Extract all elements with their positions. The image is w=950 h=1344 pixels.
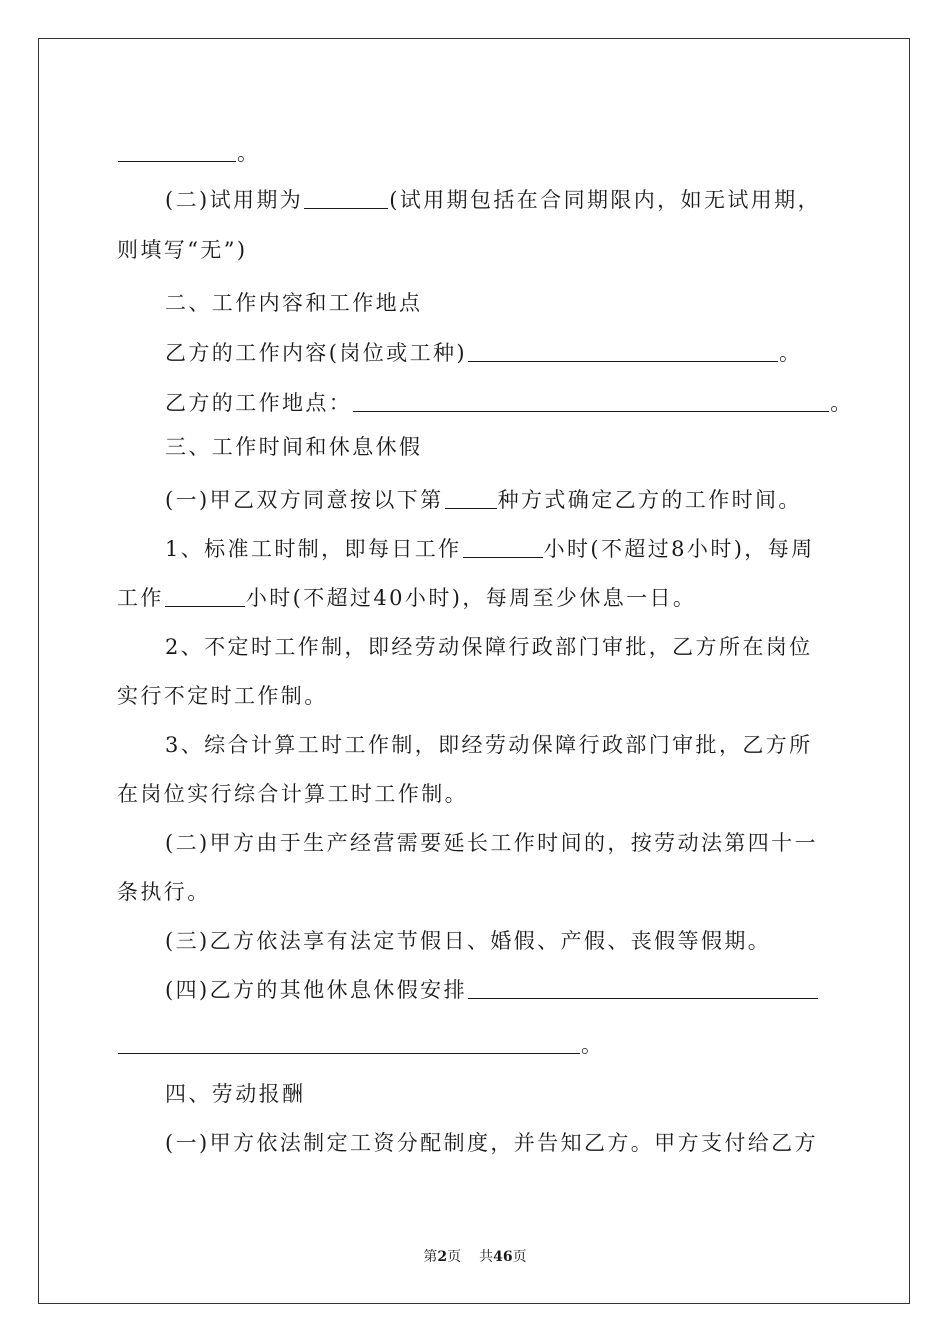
- paragraph-line: [165, 480, 802, 520]
- paragraph-line: [165, 627, 813, 667]
- page-number: 2: [437, 1249, 448, 1265]
- line-text: 条执行。: [117, 880, 211, 904]
- line-text: 三、工作时间和休息休假: [165, 435, 423, 459]
- line-text: 2、不定时工作制，即经劳动保障行政部门审批，乙方所在岗位: [165, 635, 813, 659]
- paragraph-line: [117, 133, 260, 173]
- section-heading: [165, 1074, 305, 1114]
- line-text: (试用期包括在合同期限内，如无试用期，: [389, 188, 821, 212]
- paragraph-line: [165, 180, 821, 220]
- line-text: 在岗位实行综合计算工时工作制。: [117, 782, 468, 806]
- fill-in-blank[interactable]: [304, 182, 388, 209]
- paragraph-line: [117, 578, 696, 618]
- line-text: 。: [830, 391, 854, 415]
- page-suffix: 页: [447, 1249, 462, 1265]
- line-text: 。: [581, 1033, 605, 1057]
- line-text: 3、综合计算工时工作制，即经劳动保障行政部门审批，乙方所: [165, 733, 813, 757]
- paragraph-line: [165, 333, 802, 373]
- section-heading: [165, 427, 422, 467]
- total-prefix: 共: [479, 1249, 494, 1265]
- line-text: 小时(不超过8小时)，每周: [543, 537, 815, 561]
- line-text: 小时(不超过40小时)，每周至少休息一日。: [245, 586, 697, 610]
- section-heading: [165, 283, 422, 323]
- line-text: 种方式确定乙方的工作时间。: [497, 488, 802, 512]
- paragraph-line: [165, 529, 815, 569]
- line-text: (三)乙方依法享有法定节假日、婚假、产假、丧假等假期。: [165, 929, 772, 953]
- paragraph-line: [165, 970, 819, 1010]
- line-text: 乙方的工作地点：: [165, 391, 353, 415]
- line-text: 。: [237, 141, 261, 165]
- page-footer: [0, 1246, 950, 1266]
- line-text: (二)试用期为: [165, 188, 304, 212]
- paragraph-line: [117, 676, 328, 716]
- line-text: 。: [779, 341, 803, 365]
- line-text: 工作: [117, 586, 164, 610]
- line-text: 乙方的工作内容(岗位或工种): [165, 341, 467, 365]
- fill-in-blank[interactable]: [118, 1027, 580, 1054]
- paragraph-line: [117, 872, 211, 912]
- paragraph-line: [117, 774, 468, 814]
- line-text: 实行不定时工作制。: [117, 684, 328, 708]
- total-pages: 46: [493, 1249, 513, 1265]
- fill-in-blank[interactable]: [468, 335, 778, 362]
- fill-in-blank[interactable]: [463, 531, 543, 558]
- total-suffix: 页: [512, 1249, 527, 1265]
- line-text: (四)乙方的其他休息休假安排: [165, 978, 467, 1002]
- paragraph-line: [165, 383, 854, 423]
- paragraph-line: [117, 1025, 604, 1065]
- line-text: (二)甲方由于生产经营需要延长工作时间的，按劳动法第四十一: [165, 831, 818, 855]
- paragraph-line: [165, 725, 813, 765]
- fill-in-blank[interactable]: [165, 580, 245, 607]
- paragraph-line: [165, 921, 771, 961]
- line-text: 1、标准工时制，即每日工作: [165, 537, 462, 561]
- page-prefix: 第: [423, 1249, 438, 1265]
- paragraph-line: [165, 1123, 818, 1163]
- line-text: 则填写“无”): [117, 238, 248, 262]
- paragraph-line: [165, 823, 818, 863]
- fill-in-blank[interactable]: [468, 972, 818, 999]
- paragraph-line: [117, 230, 247, 270]
- fill-in-blank[interactable]: [118, 135, 236, 162]
- line-text: 四、劳动报酬: [165, 1082, 306, 1106]
- fill-in-blank[interactable]: [445, 482, 497, 509]
- line-text: (一)甲方依法制定工资分配制度，并告知乙方。甲方支付给乙方: [165, 1131, 818, 1155]
- fill-in-blank[interactable]: [353, 385, 829, 412]
- line-text: (一)甲乙双方同意按以下第: [165, 488, 444, 512]
- page-border: [38, 38, 910, 1304]
- line-text: 二、工作内容和工作地点: [165, 291, 423, 315]
